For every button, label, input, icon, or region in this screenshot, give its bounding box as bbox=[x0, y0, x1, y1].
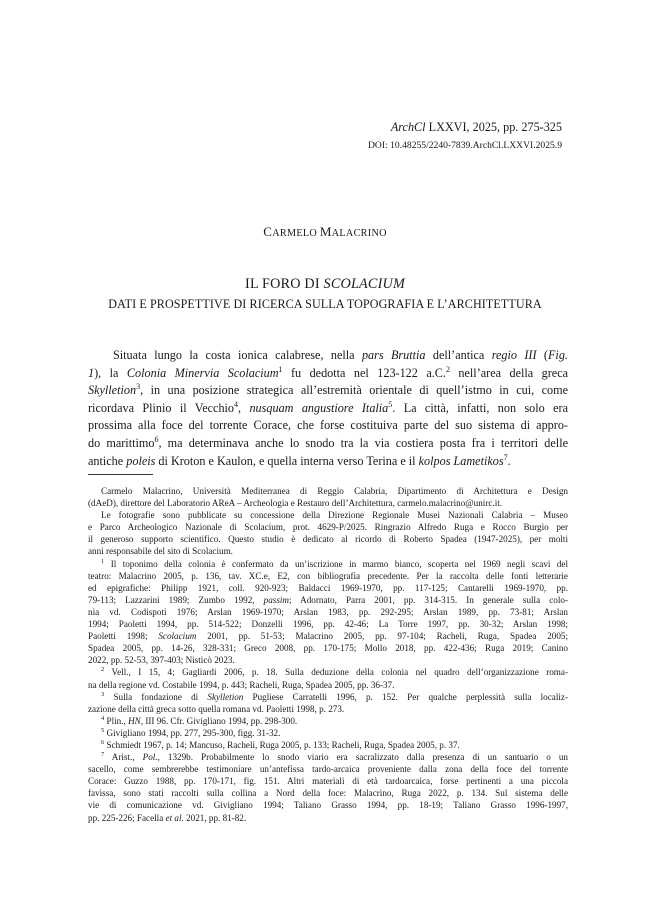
footnote-4: $^4$ Plin., HN, III 96. Cfr. Givigliano 1994, pp. 298-300. bbox=[101, 714, 298, 726]
body-line: do marittimo$^6$, ma determinava anche lo snodo tra la via costiera posta fra i territori delle bbox=[88, 434, 568, 450]
body-line: Situata lungo la costa ionica calabrese, nella pars Bruttia dell’antica regio III (Fig. bbox=[113, 348, 568, 362]
journal-volume-pages: LXXVI, 2025, pp. 275-325 bbox=[425, 120, 562, 134]
footnote-separator bbox=[88, 474, 153, 475]
body-line: ricordava Plinio il Vecchio$^4$, nusquam angustiore Italia$^5$. La città, infatti, non solo era bbox=[88, 399, 568, 415]
footnote-ref: 7 bbox=[503, 452, 508, 462]
footnote-2: $^2$ Vell., I 15, 4; Gagliardi 2006, p. 18. Sulla deduzione della colonia nel quadro dell’organizzazione roma- na della regione vd. Costabile 1994, p. 443; Racheli, Ruga, Spadea 2005, pp. 36-37. bbox=[88, 666, 568, 690]
author-affiliation-note: Carmelo Malacrino, Università Mediterranea di Reggio Calabria, Dipartimento di Architettura e Design (dAeD), direttore del Laboratorio AReA – Archeologia e Restauro dell’Architettura, carmelo.malacrino@unirc.it. bbox=[88, 486, 568, 509]
footnote-ref: 2 bbox=[445, 364, 450, 374]
footnote-6: $^6$ Schmiedt 1967, p. 14; Mancuso, Racheli, Ruga 2005, p. 133; Racheli, Ruga, Spadea 2005, p. 37. bbox=[101, 738, 460, 750]
article-title: IL FORO DI SCOLACIUM bbox=[245, 276, 405, 292]
footnote-5: $^5$ Givigliano 1994, pp. 277, 295-300, figg. 31-32. bbox=[101, 726, 281, 738]
footnote-ref: 6 bbox=[154, 434, 159, 444]
journal-citation bbox=[391, 120, 562, 135]
footnote-7: $^7$ Arist., Pol., 1329b. Probabilmente lo snodo viario era sacralizzato dalla presenza di un santuario o un sacello, come sembrerebbe testimoniare un’antefissa tardo-arcaica proveniente dalla zona della foce del torrente Corace: Guzzo 1988, pp. 170-171, fig. 151. Altri materiali di età tardoarcaica, forse pertinenti a una piccola favissa, sono stati raccolti sulla collina a Nord della foce: Malacrino, Ruga 2022, p. 134. Sul sistema delle vie di comunicazione vd. Givigliano 1994; Taliano Grasso 1994, pp. 18-19; Taliano Grasso 1996-1997, pp. 225-226; Facella et al. 2021, pp. 81-82. bbox=[88, 751, 568, 823]
footnote-ref: 5 bbox=[388, 399, 393, 409]
footnote-3: $^3$ Sulla fondazione di Skylletion Pugliese Carratelli 1996, p. 152. Per qualche perplessità sulla localiz- zazione della città greca sotto quella romana vd. Paoletti 1998, p. 273. bbox=[88, 690, 569, 714]
footnote-ref: 3 bbox=[136, 382, 141, 392]
body-line: Skylletion$^3$, in una posizione strategica all’estremità orientale di quell’istmo in cui, come bbox=[88, 382, 568, 398]
author-name: CARMELO MALACRINO bbox=[263, 224, 387, 239]
body-line: 1), la Colonia Minervia Scolacium$^1$ fu dedotta nel 123-122 a.C.$^2$ nell’area della greca bbox=[88, 364, 569, 380]
doi: DOI: 10.48255/2240-7839.ArchCl.LXXVI.2025.9 bbox=[368, 140, 562, 151]
footnote-1: $^1$ Il toponimo della colonia è confermato da un’iscrizione in marmo bianco, scoperta nel 1969 negli scavi del teatro: Malacrino 2005, p. 136, tav. XC.e, E2, con bibliografia precedente. Per la raccolta delle fonti letterarie ed epigrafiche: Philipp 1921, coll. 920-923; Baldacci 1969-1970, pp. 117-125; Cantarelli 1969-1970, pp. 79-113; Lazzarini 1989; Zumbo 1992, passim; Adornato, Parra 2001, pp. 314-315. In generale sulla colo- nia vd. Codispoti 1976; Arslan 1969-1970; Arslan 1983, pp. 292-295; Arslan 1989, pp. 73-81; Arslan 1994; Paoletti 1994, pp. 514-522; Donzelli 1996, pp. 42-46; La Torre 1997, pp. 30-32; Arslan 1998; Paoletti 1998; Scolacium 2001, pp. 51-53; Malacrino 2005, pp. 97-104; Racheli, Ruga, Spadea 2005; Spadea 2005, pp. 14-26, 328-331; Greco 2008, pp. 170-175; Mollo 2018, pp. 422-436; Ruga 2019; Canino 2022, pp. 52-53, 397-403; Nisticò 2023. bbox=[88, 557, 569, 666]
article-subtitle: DATI E PROSPETTIVE DI RICERCA SULLA TOPOGRAFIA E L’ARCHITETTURA bbox=[108, 297, 542, 311]
footnote-ref: 1 bbox=[278, 364, 283, 374]
footnote-ref: 4 bbox=[234, 399, 239, 409]
journal-abbrev: ArchCl bbox=[390, 120, 426, 134]
body-line: prossima alla foce del torrente Corace, che forse costituiva parte del suo sistema di appro- bbox=[88, 418, 568, 433]
acknowledgement-note: Le fotografie sono pubblicate su concessione della Direzione Regionale Musei Nazionali Calabria – Museo e Parco Archeologico Nazionale di Scolacium, prot. 4629-P/2025. Ringrazio Alfredo Ruga e Rocco Burgio per il generoso supporto scientifico. Questo studio è dedicato al ricordo di Roberto Spadea (1947-2025), per molti anni responsabile del sito di Scolacium. bbox=[88, 510, 568, 557]
footnotes bbox=[88, 485, 568, 824]
body-line: antiche poleis di Kroton e Kaulon, e quella interna verso Terina e il kolpos Lametikos$^7$. bbox=[88, 452, 511, 468]
body-paragraph bbox=[88, 347, 568, 470]
